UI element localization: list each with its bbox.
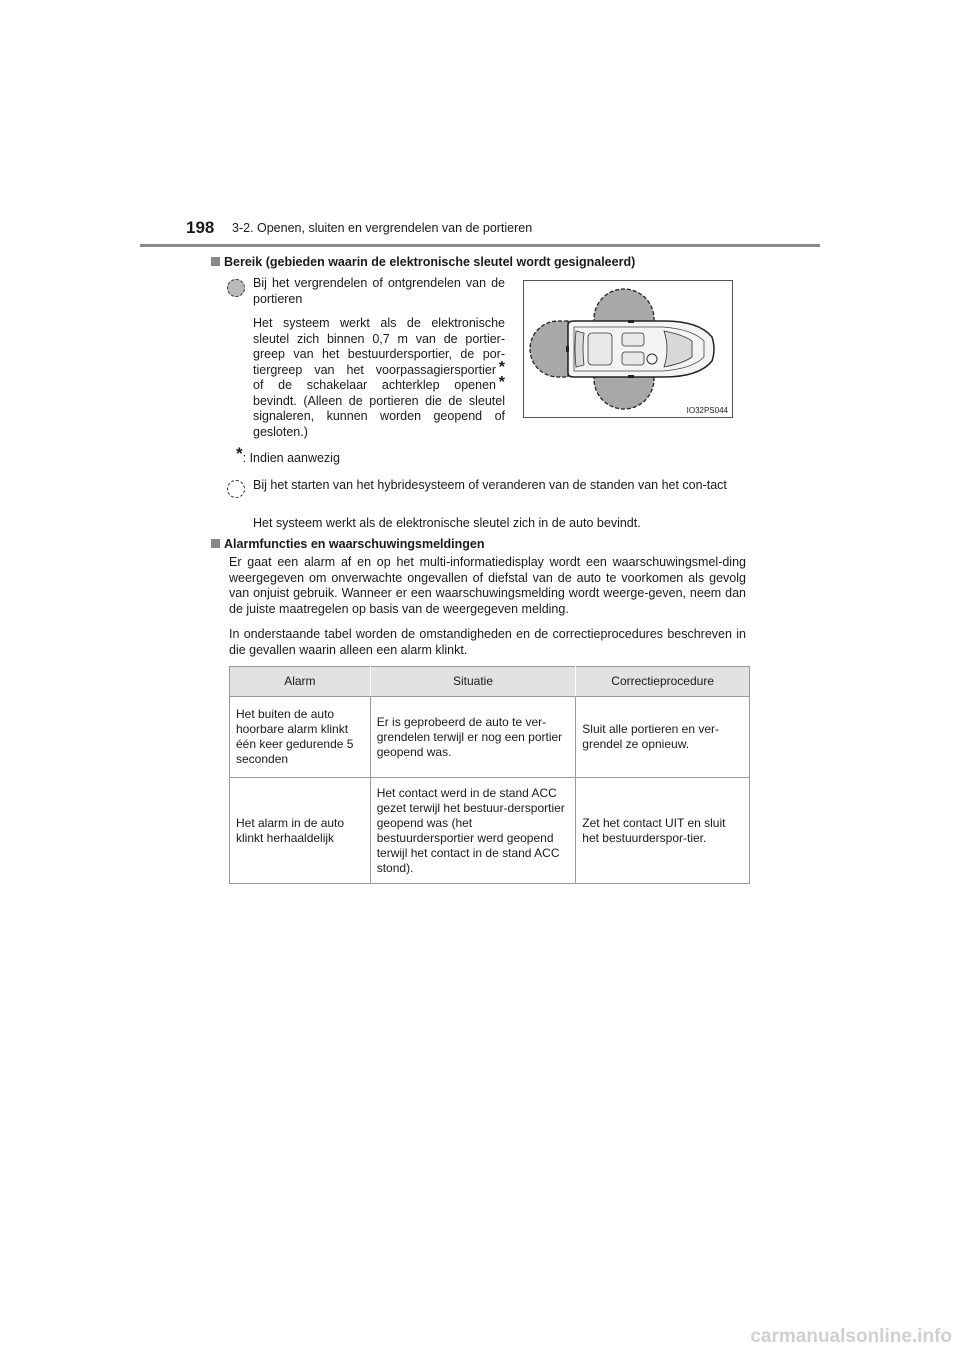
detection-area-rear bbox=[530, 321, 568, 377]
lock-body: Het systeem werkt als de elektronische sleutel zich binnen 0,7 m van de portier- greep van het bestuurdersportier, de por- tiergreep van het voorpassagiersportier * of de schakelaar achterklep openen * bevindt. (Alleen de portieren die de sleutel signaleren, kunnen worden geopend of gesloten.) bbox=[253, 316, 505, 439]
table-header-row bbox=[230, 667, 750, 697]
table-cell: Het buiten de auto hoorbare alarm klinkt één keer gedurende 5 seconden bbox=[230, 697, 371, 778]
start-heading: Bij het starten van het hybridesysteem of veranderen van de standen van het con-tact bbox=[253, 478, 727, 492]
section-title-range: Bereik (gebieden waarin de elektronische sleutel wordt gesignaleerd) bbox=[211, 255, 635, 269]
door-handle-left bbox=[628, 320, 634, 323]
table-cell: Zet het contact UIT en sluit het bestuurderspor-tier. bbox=[576, 778, 750, 884]
column-header-situation: Situatie bbox=[370, 667, 576, 697]
alarm-paragraph-1: Er gaat een alarm af en op het multi-informatiedisplay wordt een waarschuwingsmel-ding weergegeven om onverwachte ongevallen of diefstal van de auto te voorkomen als gevolg van onjuist gebruik. Wanneer er een waarschuwingsmelding wordt weerge-geven, neem dan de juiste maatregelen op basis van de weergegeven melding. bbox=[229, 555, 746, 616]
start-body: Het systeem werkt als de elektronische sleutel zich in de auto bevindt. bbox=[253, 516, 641, 530]
table-row bbox=[230, 778, 750, 884]
table-cell: Het alarm in de auto klinkt herhaaldelijk bbox=[230, 778, 371, 884]
column-header-correction: Correctieprocedure bbox=[576, 667, 750, 697]
alarm-paragraph-2: In onderstaande tabel worden de omstandigheden en de correctieprocedures beschreven in die gevallen waarin alleen een alarm klinkt. bbox=[229, 627, 746, 657]
figure-code: IO32PS044 bbox=[686, 406, 728, 415]
table-row bbox=[230, 697, 750, 778]
keyless-range-figure bbox=[523, 280, 733, 418]
rear-seat bbox=[588, 333, 612, 365]
chapter-title: 3-2. Openen, sluiten en vergrendelen van de portieren bbox=[232, 221, 533, 235]
front-seat-left bbox=[622, 333, 644, 346]
table-cell: Het contact werd in de stand ACC gezet terwijl het bestuur-dersportier geopend was (het bestuurdersportier werd geopend terwijl het contact in de stand ACC stond). bbox=[370, 778, 576, 884]
square-bullet-icon bbox=[211, 257, 220, 266]
alarm-table bbox=[229, 666, 750, 884]
section-title-alarm: Alarmfuncties en waarschuwingsmeldingen bbox=[211, 537, 484, 551]
rear-window bbox=[575, 331, 584, 367]
column-header-alarm: Alarm bbox=[230, 667, 371, 697]
door-handle-right bbox=[628, 375, 634, 378]
table-cell: Er is geprobeerd de auto te ver-grendelen terwijl er nog een portier geopend was. bbox=[370, 697, 576, 778]
header-divider bbox=[140, 244, 820, 247]
dashed-circle-filled-icon bbox=[227, 279, 245, 297]
front-seat-right bbox=[622, 352, 644, 365]
square-bullet-icon bbox=[211, 539, 220, 548]
car-top-view-diagram bbox=[524, 281, 732, 417]
tailgate-switch bbox=[566, 346, 569, 352]
table-cell: Sluit alle portieren en ver-grendel ze opnieuw. bbox=[576, 697, 750, 778]
page-number: 198 bbox=[186, 218, 215, 237]
footnote: *: Indien aanwezig bbox=[236, 444, 340, 465]
lock-heading: Bij het vergrendelen of ontgrendelen van de portieren bbox=[253, 276, 505, 306]
watermark: carmanualsonline.info bbox=[750, 1326, 952, 1347]
dashed-circle-icon bbox=[227, 480, 245, 498]
